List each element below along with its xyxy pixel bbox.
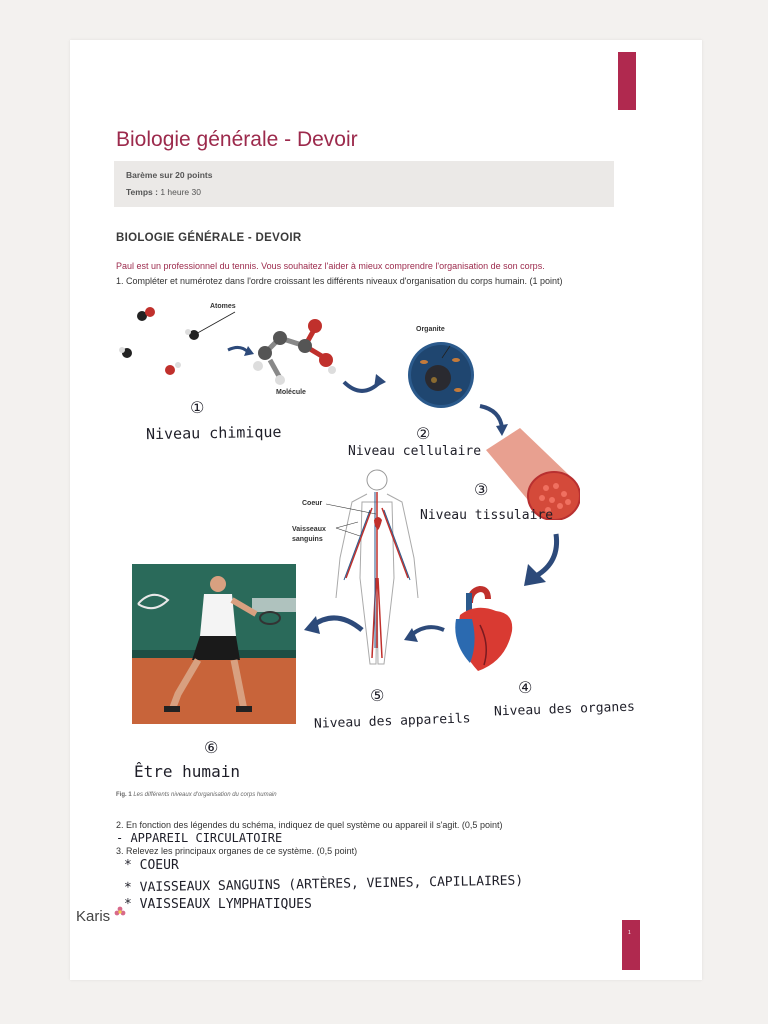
- answer-q2: - APPAREIL CIRCULATOIRE: [116, 831, 283, 845]
- level-number-6: ⑥: [204, 738, 219, 757]
- homework-sheet: [70, 40, 702, 980]
- label-sanguins: sanguins: [292, 536, 323, 543]
- arrow-1: [228, 347, 248, 352]
- figure-caption: Fig. 1 Les différents niveaux d'organisation du corps humain: [116, 792, 277, 798]
- label-organite: Organite: [416, 326, 445, 333]
- page-number: 1: [628, 930, 631, 936]
- level-number-4: ④: [518, 678, 533, 697]
- level-number-2: ②: [416, 424, 431, 443]
- answer-q3-1: * COEUR: [124, 858, 179, 873]
- tennis-player-photo: [132, 564, 296, 724]
- intro-text: Paul est un professionnel du tennis. Vous souhaitez l'aider à mieux comprendre l'organisation de son corps.: [116, 261, 545, 271]
- level-text-2: Niveau cellulaire: [348, 444, 482, 459]
- level-text-3: Niveau tissulaire: [420, 508, 554, 523]
- level-text-6: Être humain: [134, 762, 240, 781]
- label-vaisseaux: Vaisseaux: [292, 526, 326, 533]
- molecule-model: [253, 319, 336, 385]
- tissue-illustration: [480, 420, 580, 520]
- page-title: Biologie générale - Devoir: [116, 128, 358, 151]
- level-number-5: ⑤: [370, 686, 385, 705]
- corner-tab-top: [618, 52, 636, 110]
- label-molecule: Molécule: [276, 389, 306, 396]
- label-coeur: Coeur: [302, 500, 323, 507]
- label-leader-lines: [324, 500, 384, 540]
- label-atomes: Atomes: [210, 303, 236, 310]
- question-2: 2. En fonction des légendes du schéma, indiquez de quel système ou appareil il s'agit. (0,5 point): [116, 820, 503, 830]
- arrow-6: [302, 604, 366, 644]
- karis-logo: Karis: [76, 908, 111, 925]
- section-title: BIOLOGIE GÉNÉRALE - DEVOIR: [116, 232, 302, 244]
- level-number-3: ③: [474, 480, 489, 499]
- heart-illustration: [450, 585, 520, 675]
- level-number-1: ①: [190, 398, 205, 417]
- arrow-2: [340, 370, 390, 410]
- answer-q3-2: * VAISSEAUX SANGUINS (ARTÈRES, VEINES, CAPILLAIRES): [123, 873, 524, 896]
- level-text-4: Niveau des organes: [493, 699, 636, 720]
- question-1: 1. Compléter et numérotez dans l'ordre croissant les différents niveaux d'organisation du corps humain. (1 point): [116, 276, 563, 286]
- bareme-text: Barème sur 20 points: [126, 170, 213, 180]
- answer-q3-3: * VAISSEAUX LYMPHATIQUES: [124, 897, 312, 912]
- flower-icon: [114, 906, 126, 918]
- corner-tab-bottom: [622, 920, 640, 970]
- molecule-illustration: [110, 298, 370, 398]
- duration-text: Temps : 1 heure 30: [126, 187, 201, 197]
- arrow-4: [520, 530, 570, 590]
- level-text-1: Niveau chimique: [145, 422, 282, 444]
- question-3: 3. Relevez les principaux organes de ce système. (0,5 point): [116, 846, 358, 856]
- atom-cluster: [119, 307, 235, 375]
- info-box: [114, 161, 614, 207]
- cell-illustration: [406, 340, 476, 410]
- level-text-5: Niveau des appareils: [313, 711, 471, 732]
